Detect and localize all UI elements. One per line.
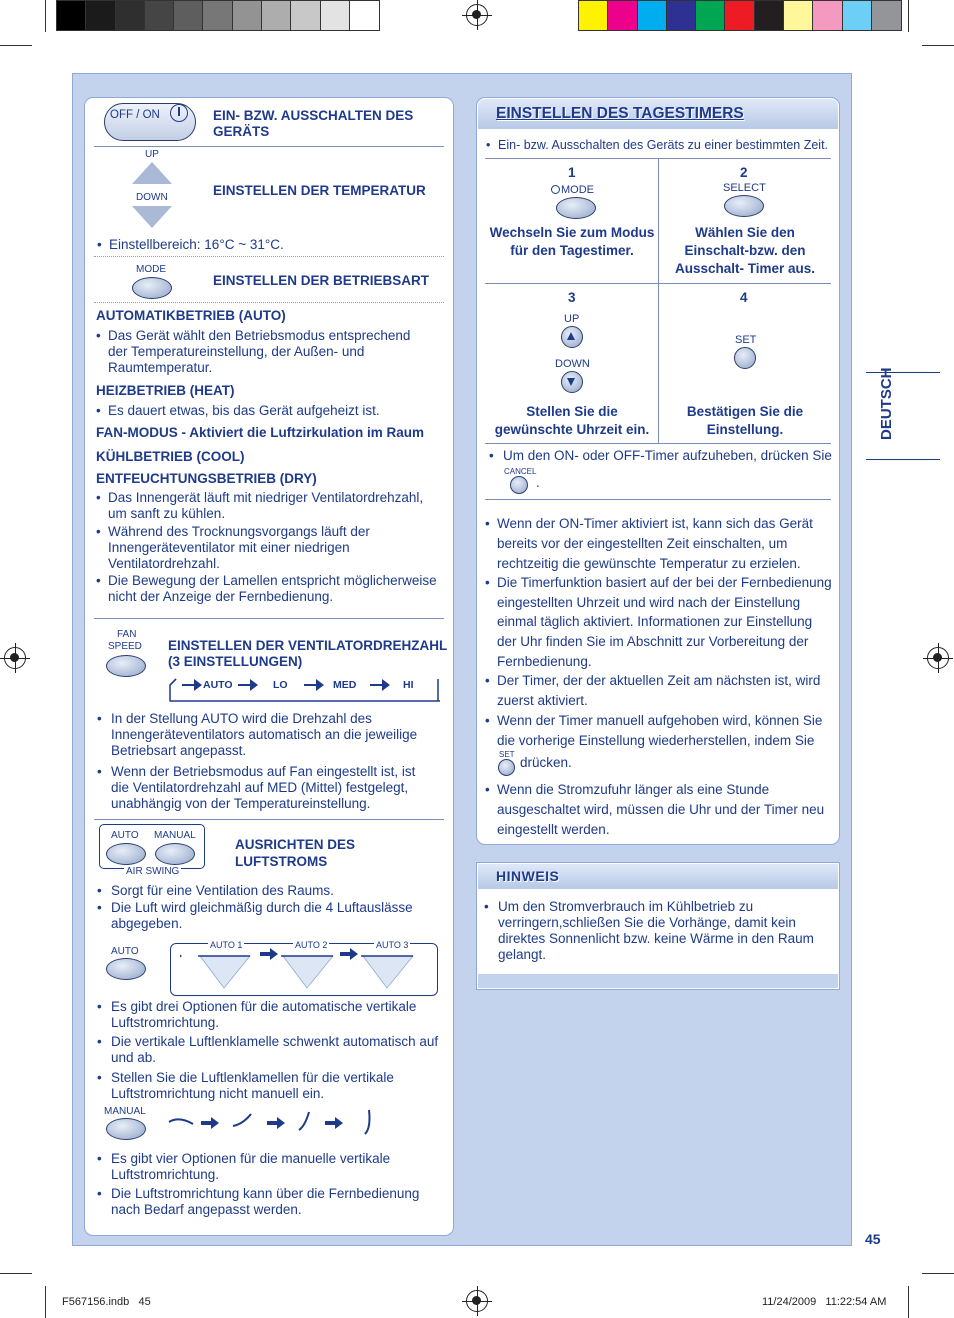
auto3-label: AUTO 3 <box>376 940 409 950</box>
divider <box>94 302 444 303</box>
timer-down-button[interactable] <box>561 371 583 393</box>
color-swatch <box>784 1 813 30</box>
registration-mark-icon <box>466 1290 488 1312</box>
select-button[interactable] <box>724 195 764 217</box>
arrow-right-icon <box>370 679 390 691</box>
color-swatch <box>843 1 872 30</box>
temp-range: • Einstellbereich: 16°C ~ 31°C. <box>97 237 437 253</box>
registration-mark-icon <box>4 647 26 669</box>
swing-text-2: • Die Luft wird gleichmäßig durch die 4 Luftauslässe abgegeben. <box>97 900 427 932</box>
divider <box>485 443 831 444</box>
note-3: • Der Timer, der der aktuellen Zeit am nächsten ist, wird zuerst aktiviert. <box>485 671 825 711</box>
up-label: UP <box>145 149 159 160</box>
onoff-title: EIN- BZW. AUSSCHALTEN DES GERÄTS <box>213 108 414 139</box>
swing-text-7: • Die Luftstromrichtung kann über die Fernbedienung nach Bedarf angepasst werden. <box>97 1186 427 1218</box>
step-3-number: 3 <box>568 290 576 305</box>
color-swatch <box>872 1 901 30</box>
crop-mark <box>922 1273 954 1274</box>
color-swatch <box>86 1 115 30</box>
swing-text-1: • Sorgt für eine Ventilation des Raums. <box>97 883 437 899</box>
step-4-number: 4 <box>740 290 748 305</box>
mode-title: EINSTELLEN DER BETRIEBSART <box>213 273 430 288</box>
fan-speed-button[interactable] <box>106 655 146 677</box>
fanspeed-title-1: EINSTELLEN DER VENTILATORDREHZAHL <box>168 638 448 653</box>
swing-text-6: • Es gibt vier Optionen für die manuelle vertikale Luftstromrichtung. <box>97 1151 417 1183</box>
clock-icon <box>551 185 560 194</box>
grid-divider <box>658 158 659 443</box>
color-swatch <box>608 1 637 30</box>
auto-swing-button[interactable] <box>106 958 146 980</box>
registration-mark-icon <box>927 647 949 669</box>
language-label: DEUTSCH <box>878 367 895 440</box>
divider <box>94 256 444 257</box>
crop-mark <box>922 45 954 46</box>
color-swatch <box>350 1 379 30</box>
air-swing-caption: AIR SWING <box>126 866 180 877</box>
down-triangle-icon <box>567 378 575 386</box>
color-swatch <box>725 1 754 30</box>
color-swatch <box>291 1 320 30</box>
divider <box>485 283 831 284</box>
temp-title: EINSTELLEN DER TEMPERATUR <box>213 183 426 198</box>
auto-swing-btn-label: AUTO <box>111 946 139 957</box>
arrow-right-icon <box>182 679 202 691</box>
mode-button[interactable] <box>132 277 172 299</box>
divider <box>485 499 831 500</box>
manual-swing-diagram <box>165 1108 385 1140</box>
crop-mark <box>45 1286 46 1318</box>
swing-manual-label: MANUAL <box>154 830 196 841</box>
color-swatch <box>696 1 725 30</box>
step-2-text: Wählen Sie den Einschalt-bzw. den Ausschalt- Timer aus. <box>674 225 816 276</box>
step-3-up-label: UP <box>564 313 580 325</box>
timer-up-button[interactable] <box>561 326 583 348</box>
color-swatch <box>116 1 145 30</box>
step-1-number: 1 <box>568 165 576 180</box>
step-1-text: Wechseln Sie zum Modus für den Tagestimer. <box>489 225 655 258</box>
crop-mark <box>908 1286 909 1318</box>
fanspeed-title-2: (3 EINSTELLUNGEN) <box>168 654 303 669</box>
cancel-button[interactable] <box>510 476 528 494</box>
set-button[interactable] <box>734 347 756 369</box>
fanspeed-text-2: • Wenn der Betriebsmodus auf Fan eingestellt ist, ist die Ventilatordrehzahl auf MED (Mittel) festgelegt, unabhängig von der Temperatureinstellung. <box>97 764 427 812</box>
hinweis-footer-band <box>478 974 838 988</box>
dry-text-3: • Die Bewegung der Lamellen entspricht möglicherweise nicht der Anzeige der Fernbedienung. <box>96 573 446 605</box>
color-swatch <box>813 1 842 30</box>
cancel-end: . <box>536 475 540 490</box>
crop-mark <box>0 1273 32 1274</box>
footer-date: 11/24/2009 11:22:54 AM <box>762 1296 887 1308</box>
cancel-text: • Um den ON- oder OFF-Timer aufzuheben, drücken Sie <box>489 448 834 464</box>
swing-text-4: • Die vertikale Luftlenklamelle schwenkt automatisch auf und ab. <box>97 1034 442 1066</box>
up-arrow-button[interactable] <box>132 162 172 184</box>
fan-step-auto: AUTO <box>203 679 233 691</box>
timer-intro: • Ein- bzw. Ausschalten des Geräts zu einer bestimmten Zeit. <box>486 137 836 153</box>
set-inline-label: SET <box>499 750 515 759</box>
note-5: • Wenn die Stromzufuhr länger als eine Stunde ausgeschaltet wird, müssen die Uhr und der Timer neu eingestellt werden. <box>485 780 830 840</box>
timer-title: EINSTELLEN DES TAGESTIMERS <box>496 105 744 122</box>
arrow-right-icon <box>238 679 258 691</box>
note-2: • Die Timerfunktion basiert auf der bei der Fernbedienung eingestellten Uhrzeit und wird nach der Einstellung einmal täglich aktiviert. Informationen zur Einstellung der Uhr finden Sie im Abschnitt zur Vorbereitung der Fernbedienung. <box>485 573 835 672</box>
fan-label: FAN <box>117 629 137 640</box>
mode-label: MODE <box>136 264 166 275</box>
color-swatch <box>667 1 696 30</box>
power-icon <box>170 104 188 122</box>
crop-mark <box>0 45 32 46</box>
color-swatch <box>57 1 86 30</box>
manual-swing-btn-label: MANUAL <box>104 1106 146 1117</box>
auto-title: AUTOMATIKBETRIEB (AUTO) <box>96 308 286 323</box>
up-triangle-icon <box>567 332 575 340</box>
color-swatch <box>755 1 784 30</box>
hinweis-text: • Um den Stromverbrauch im Kühlbetrieb zu verringern,schließen Sie die Vorhänge, damit kein direktes Sonnenlicht bzw. keine Wärme in den Raum gelangt. <box>484 899 824 963</box>
gray-color-bar <box>56 0 380 31</box>
auto2-label: AUTO 2 <box>295 940 328 950</box>
color-swatch <box>638 1 667 30</box>
swing-auto-label: AUTO <box>111 830 139 841</box>
color-swatch <box>233 1 262 30</box>
cancel-btn-label: CANCEL <box>504 467 537 476</box>
color-swatch <box>174 1 203 30</box>
color-swatch <box>145 1 174 30</box>
step-3-down-label: DOWN <box>555 358 590 370</box>
fan-step-med: MED <box>333 679 357 691</box>
heat-text: • Es dauert etwas, bis das Gerät aufgeheizt ist. <box>96 403 436 419</box>
down-label: DOWN <box>136 192 168 203</box>
fan-step-hi: HI <box>403 679 414 691</box>
step-4-btn-label: SET <box>735 334 757 346</box>
color-swatch <box>203 1 232 30</box>
fan-mode-title: FAN-MODUS - Aktiviert die Luftzirkulation im Raum <box>96 425 425 440</box>
dry-text-1: • Das Innengerät läuft mit niedriger Ventilatordrehzahl, um sanft zu kühlen. <box>96 490 436 522</box>
fan-step-lo: LO <box>273 679 288 691</box>
set-inline-button[interactable] <box>498 759 515 776</box>
swing-title-2: LUFTSTROMS <box>235 854 328 869</box>
swing-manual-button[interactable] <box>155 843 195 865</box>
color-swatch <box>321 1 350 30</box>
divider <box>94 618 444 619</box>
cool-title: KÜHLBETRIEB (COOL) <box>96 449 245 464</box>
page-number: 45 <box>865 1231 881 1247</box>
color-swatch <box>579 1 608 30</box>
fanspeed-text-1: • In der Stellung AUTO wird die Drehzahl des Innengeräteventilators automatisch an die jeweilige Betriebsart angepasst. <box>97 711 427 759</box>
note-4: • Wenn der Timer manuell aufgehoben wird, können Sie die vorherige Einstellung wiederherstellen, indem Sie <box>485 711 830 751</box>
arrow-right-icon <box>304 679 324 691</box>
heat-title: HEIZBETRIEB (HEAT) <box>96 383 235 398</box>
divider <box>94 819 444 820</box>
speed-label: SPEED <box>108 641 142 652</box>
note-1: • Wenn der ON-Timer aktiviert ist, kann sich das Gerät bereits vor der eingestellten Zeit einschalten, um rechtzeitig die gewünschte Temperatur zu erzielen. <box>485 514 820 574</box>
step-1-btn-label: MODE <box>561 184 594 196</box>
swing-text-5: • Stellen Sie die Luftlenklamellen für die vertikale Luftstromrichtung nicht manuell ein. <box>97 1070 427 1102</box>
dry-title: ENTFEUCHTUNGSBETRIEB (DRY) <box>96 471 317 486</box>
color-swatch <box>262 1 291 30</box>
step-2-btn-label: SELECT <box>723 182 766 194</box>
swing-title-1: AUSRICHTEN DES <box>235 837 356 852</box>
swing-auto-button[interactable] <box>106 843 146 865</box>
timer-mode-button[interactable] <box>556 197 596 219</box>
down-arrow-button[interactable] <box>132 206 172 228</box>
off-on-label: OFF / ON <box>110 109 160 121</box>
step-4-text: Bestätigen Sie die Einstellung. <box>686 404 804 437</box>
color-bar <box>578 0 902 31</box>
step-2-number: 2 <box>740 165 748 180</box>
manual-swing-button[interactable] <box>106 1118 146 1140</box>
step-3-text: Stellen Sie die gewünschte Uhrzeit ein. <box>494 404 650 437</box>
crop-mark <box>45 0 46 32</box>
crop-mark <box>908 0 909 32</box>
dry-text-2: • Während des Trocknungsvorgangs läuft der Innengeräteventilator mit einer niedrigen Ventilatordrehzahl. <box>96 524 396 572</box>
footer-file: F567156.indb 45 <box>62 1296 151 1308</box>
registration-mark-icon <box>466 4 488 26</box>
swing-text-3: • Es gibt drei Optionen für die automatische vertikale Luftstromrichtung. <box>97 999 427 1031</box>
press-text: drücken. <box>520 755 572 770</box>
auto1-label: AUTO 1 <box>210 940 243 950</box>
auto-text: • Das Gerät wählt den Betriebsmodus entsprechend der Temperatureinstellung, der Außen- und Raumtemperatur. <box>96 328 426 376</box>
auto-swing-diagram <box>180 948 430 994</box>
divider <box>94 146 444 147</box>
hinweis-title: HINWEIS <box>496 868 560 884</box>
